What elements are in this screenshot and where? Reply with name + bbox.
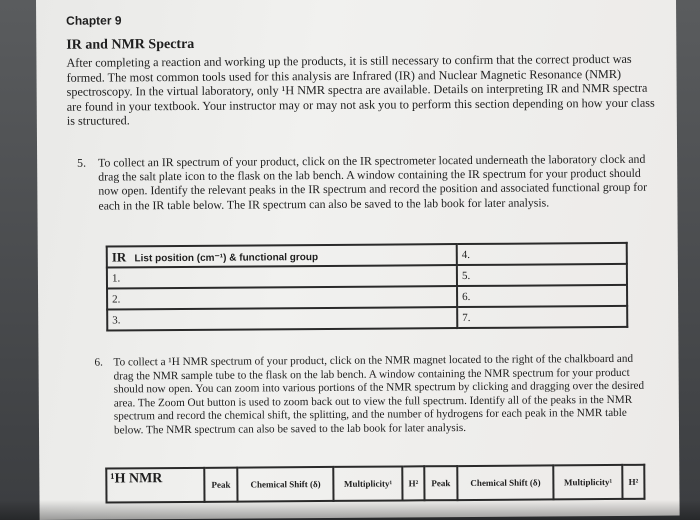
nmr-col-header: Multiplicity¹ bbox=[553, 465, 622, 499]
table-cell[interactable]: 6. bbox=[457, 285, 627, 307]
ir-header: IR bbox=[111, 248, 127, 264]
table-row bbox=[107, 306, 627, 331]
section-title: IR and NMR Spectra bbox=[66, 36, 195, 53]
nmr-col-header: Chemical Shift (δ) bbox=[457, 465, 553, 500]
chapter-label: Chapter 9 bbox=[66, 13, 122, 28]
nmr-table bbox=[105, 464, 645, 504]
instruction-item-6 bbox=[94, 353, 655, 438]
table-cell[interactable]: 3. bbox=[107, 307, 457, 330]
ir-header-label: List position (cm⁻¹) & functional group bbox=[134, 251, 319, 264]
table-cell[interactable]: 5. bbox=[457, 264, 627, 286]
table-row bbox=[106, 465, 644, 503]
ir-table bbox=[106, 242, 629, 332]
table-cell[interactable]: 2. bbox=[107, 286, 457, 309]
ir-header-cell bbox=[107, 244, 457, 267]
nmr-col-header: H² bbox=[622, 465, 644, 499]
item-text: To collect a ¹H NMR spectrum of your product, click on the NMR magnet located to the right of the chalkboard and drag the NMR sample tube to the flask on the lab bench. A window containing the NMR spectrum for your product should now open. You can zoom into various portions of the NMR spectrum by clicking and dragging over the desired area. The Zoom Out button is used to zoom back out to view the full spectrum. Identify all of the peaks in the NMR spectrum and record the chemical shift, the splitting, and the number of hydrogens for each peak in the NMR table below. The NMR spectrum can also be saved to the lab book for later analysis. bbox=[113, 352, 645, 437]
intro-paragraph: After completing a reaction and working up the products, it is still necessary to confirm that the correct product was formed. The most common tools used for this analysis are Infrared (IR) and Nuclear Magnetic Resonance (NMR) spectroscopy. In the virtual laboratory, only ¹H NMR spectra are available. Details on interpreting IR and NMR spectra are found in your textbook. Your instructor may or may not ask you to perform this section depending on how your class is structured. bbox=[66, 51, 655, 129]
nmr-col-header: Multiplicity¹ bbox=[333, 466, 402, 500]
page-shadow bbox=[0, 500, 700, 520]
item-number: 5. bbox=[77, 155, 87, 170]
table-cell[interactable]: 1. bbox=[107, 265, 457, 288]
instruction-item-5 bbox=[77, 152, 657, 213]
table-cell[interactable]: 4. bbox=[457, 243, 627, 265]
worksheet-page bbox=[36, 0, 680, 520]
item-text: To collect an IR spectrum of your product, click on the IR spectrometer located underneath the laboratory clock and drag the salt plate icon to the flask on the lab bench. A window containing the IR spectrum for your product should now open. Identify the relevant peaks in the IR spectrum and record the position and associated functional group for each in the IR table below. The IR spectrum can also be saved to the lab book for later analysis. bbox=[98, 151, 648, 213]
table-cell[interactable]: 7. bbox=[457, 306, 627, 328]
nmr-col-header: H² bbox=[402, 466, 424, 500]
nmr-col-header: Chemical Shift (δ) bbox=[237, 467, 333, 502]
nmr-header: ¹H NMR bbox=[106, 468, 204, 503]
nmr-col-header: Peak bbox=[204, 468, 237, 502]
item-number: 6. bbox=[94, 356, 103, 369]
nmr-col-header: Peak bbox=[424, 466, 457, 500]
